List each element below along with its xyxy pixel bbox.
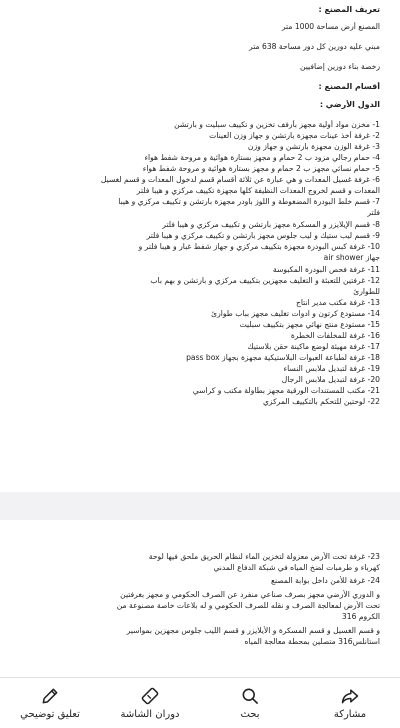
page2-line-7: و قسم الغسيل و قسم المسكرة و الأيلايزر و قسم الليب جلوس مجهزين بمواسير bbox=[126, 626, 380, 635]
page2-line-5: تحت الأرض لمعالجة الصرف و نقله للصرف الحكومي و له بلاعات خاصة مصنوعة من bbox=[116, 601, 380, 610]
comment-label: تعليق توضيحي bbox=[20, 709, 80, 720]
page2-line-3: 24- غرفة للأمن داخل بوابة المصنع bbox=[270, 576, 380, 585]
search-label: بحث bbox=[240, 709, 260, 720]
page1-line-30: 20- غرفة لتبديل ملابس الرجال bbox=[281, 375, 380, 384]
page1-line-19: جهاز air shower bbox=[323, 253, 380, 262]
page1-line-18: 10- غرفة كبس البودرة مجهزة بتكييف مركزي و جهاز شفط غبار و هيبا فلتر و bbox=[138, 242, 380, 251]
page1-line-26: 16- غرفة للمخلفات الخطرة bbox=[290, 331, 380, 340]
page1-line-3: مبني عليه دورين كل دور مساحة 638 متر bbox=[249, 42, 380, 51]
page1-line-8: 2- غرفة أخذ عينات مجهزة بارتشن و جهاز وزن العينات bbox=[209, 131, 380, 140]
rotate-screen-icon bbox=[140, 686, 160, 706]
page1-line-10: 4- حمام رجالي مزود ب 2 حمام و مجهز بستارة هوائية و مروحة شفط هواء bbox=[144, 153, 380, 162]
page1-line-29: 19- غرفة لتبديل ملابس النساء bbox=[283, 364, 380, 373]
page1-line-6: الدول الأرضي : bbox=[319, 100, 380, 109]
share-icon bbox=[340, 686, 360, 706]
page1-line-22: للطوارئ bbox=[353, 287, 380, 296]
bottom-toolbar bbox=[0, 677, 400, 728]
page1-line-28: 18- غرفة لطباعة العبوات البلاستيكية مجهزة بجهاز pass box bbox=[186, 353, 380, 362]
page1-line-5: أقسام المصنع : bbox=[318, 82, 380, 91]
page1-line-1: تعريف المصنع : bbox=[318, 5, 380, 14]
page1-line-12: 6- غرفة غسيل المعدات و هي عبارة عن ثلاثة أقسام قسم لدخول المعدات و قسم لغسيل bbox=[100, 175, 380, 184]
search-icon bbox=[240, 686, 260, 706]
page1-line-15: فلتر bbox=[367, 208, 380, 217]
page1-line-16: 8- قسم الإيلايزر و المسكرة مجهز بارتشن و تكييف مركزي و هيبا فلتر bbox=[162, 220, 380, 229]
page2-line-8: استانلس316 متصلين بمحطة معالجة المياه bbox=[244, 637, 380, 646]
page1-line-7: 1- مخزن مواد أولية مجهز بأرفف تخزين و تكييف سبليت و بارتشن bbox=[174, 120, 380, 129]
page1-line-13: المعدات و قسم لخروج المعدات النظيفة كلها مجهزة تكييف مركزي و هيبا فلتر bbox=[136, 186, 380, 195]
search-button[interactable] bbox=[205, 686, 295, 720]
pencil-icon bbox=[40, 686, 60, 706]
page2-line-4: و الدوري الأرضي مجهز بصرف صناعي منفرد عن الصرف الحكومي و مجهز بغرفتين bbox=[120, 590, 380, 599]
page1-line-17: 9- قسم ليب ستيك و ليب جلوس مجهز بارتشن و تكييف مركزي و هيبا فلتر bbox=[146, 231, 380, 240]
page1-line-4: رخصة بناء دورين إضافيين bbox=[299, 62, 380, 71]
page1-line-9: 3- غرفة الوزن مجهزة بارتشن و جهاز وزن bbox=[247, 142, 380, 151]
page1-line-25: 15- مستودع منتج نهائي مجهز بتكييف سبليت bbox=[239, 320, 380, 329]
page1-line-24: 14- مستودع كرتون و ادوات تغليف مجهز بباب طوارئ bbox=[211, 309, 380, 318]
page1-line-11: 5- حمام نسائي مجهز ب 2 حمام و مجهز بستارة هوائية و مروحة شفط هواء bbox=[142, 164, 380, 173]
page1-line-32: 22- لوحتين للتحكم بالتكييف المركزي bbox=[262, 397, 380, 406]
page1-line-20: 11- غرفة فحص البودرة المكبوسة bbox=[272, 265, 380, 274]
page1-line-2: المصنع أرض مساحة 1000 متر bbox=[281, 22, 380, 31]
page2-line-2: كهرباء و طرمبات لضخ المياه في شبكة الدفاع المدني bbox=[213, 563, 380, 572]
page1-line-31: 21- مكتب للمستندات الورقية مجهز بطاولة مكتب و كراسي bbox=[192, 386, 380, 395]
comment-button[interactable] bbox=[5, 686, 95, 720]
page1-line-23: 13- غرفة مكتب مدير انتاج bbox=[295, 298, 380, 307]
page2-line-6: الكروم 316 bbox=[341, 612, 380, 621]
share-button[interactable] bbox=[305, 686, 395, 720]
rotate-screen-button[interactable] bbox=[105, 686, 195, 720]
page1-line-21: 12- غرفتين للتعبئة و التغليف مجهزين بتكييف مركزي و بارتشن و بهم باب bbox=[150, 276, 380, 285]
document-page-2 bbox=[0, 520, 400, 677]
page1-line-27: 17- غرفة مهيئة لوضع ماكينة حقن بلاستيك bbox=[247, 342, 380, 351]
page2-line-1: 23- غرفة تحت الأرض معزولة لتخزين الماء لنظام الحريق ملحق فيها لوحة bbox=[148, 552, 380, 561]
rotate-screen-label: دوران الشاشة bbox=[120, 709, 180, 720]
share-label: مشاركة bbox=[333, 709, 367, 720]
page1-line-14: 7- قسم خلط البودرة المضغوطة و اللوز باودر مجهزة بارتشن و تكييف مركزي و هيبا bbox=[118, 197, 380, 206]
